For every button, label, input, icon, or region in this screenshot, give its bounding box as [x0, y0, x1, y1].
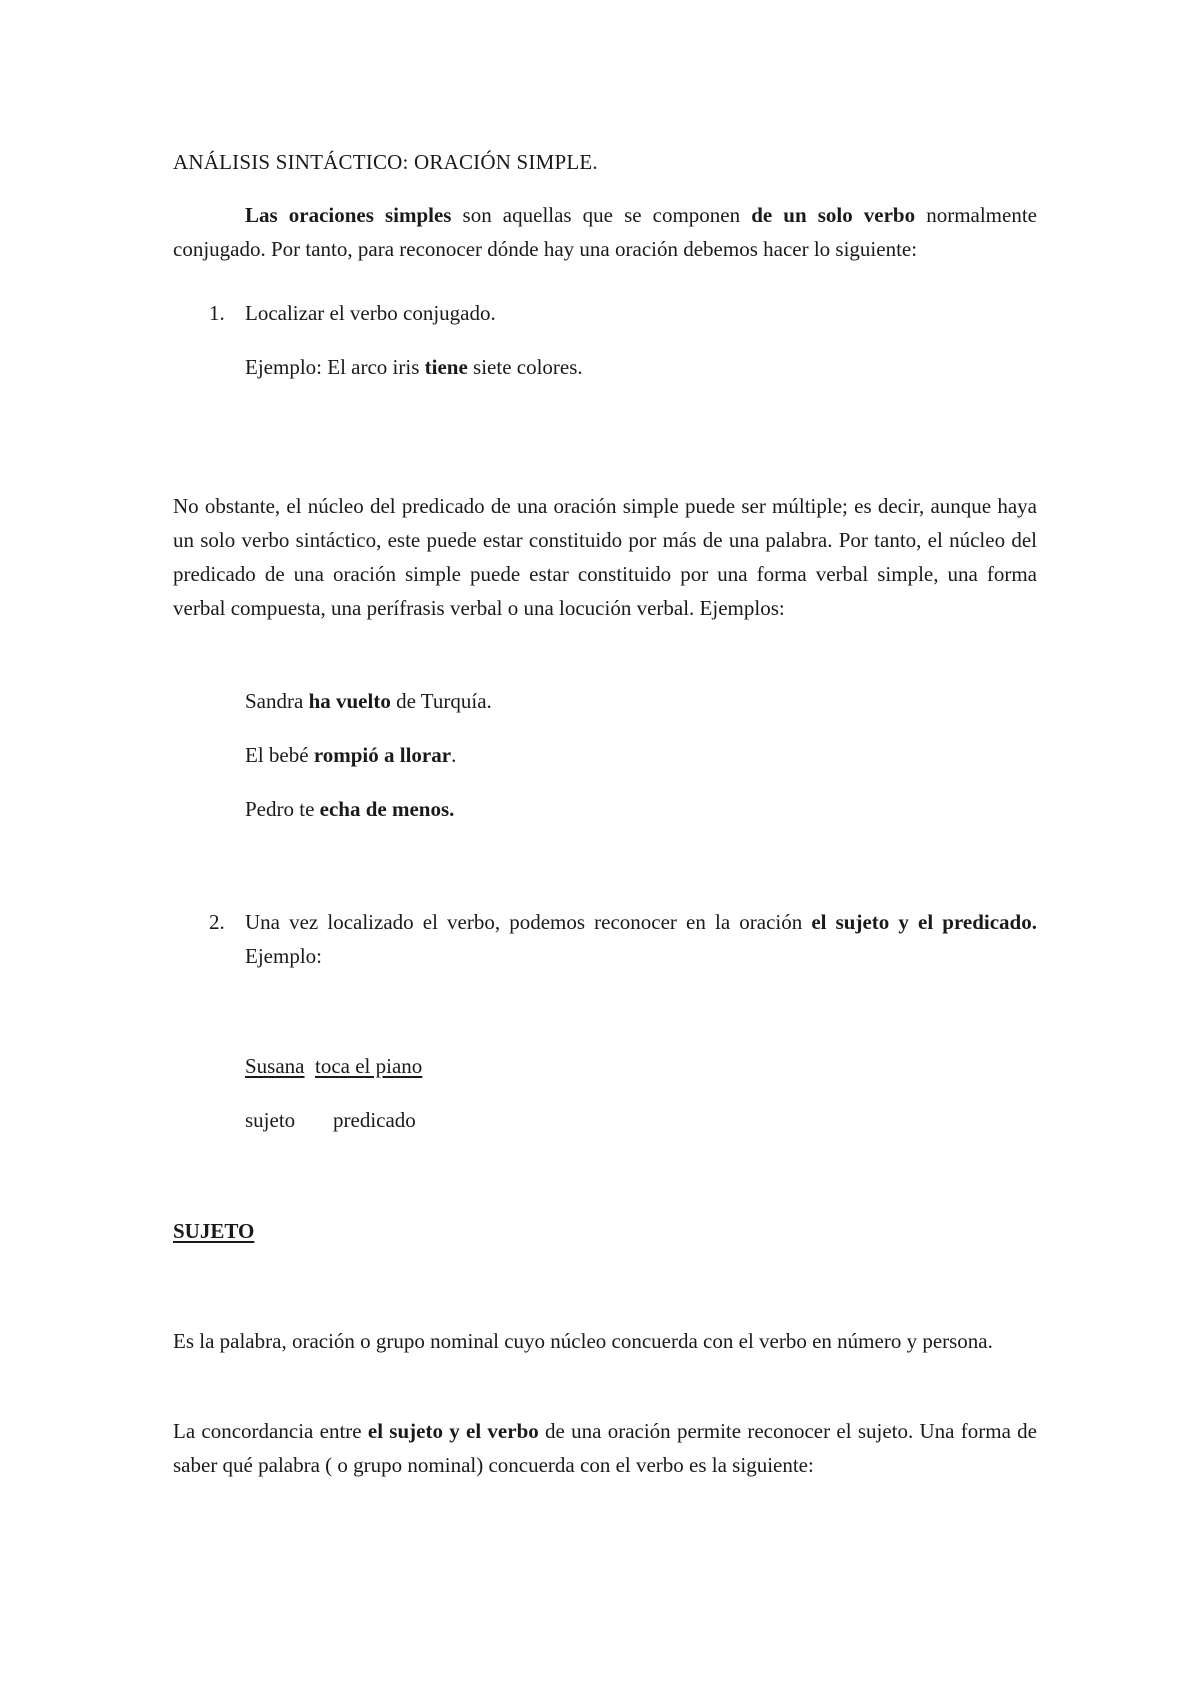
- example-verb: ha vuelto: [308, 689, 391, 713]
- subject-label: sujeto: [245, 1108, 296, 1132]
- example-text-1: Pedro te: [245, 797, 320, 821]
- predicate-label: predicado: [333, 1108, 416, 1132]
- example-verb: tiene: [424, 355, 468, 379]
- predicate-text: toca el piano: [315, 1054, 423, 1078]
- item2-bold: el sujeto y el predicado.: [811, 910, 1037, 934]
- intro-bold-2: de un solo verbo: [751, 203, 916, 227]
- example-text-1: Sandra: [245, 689, 309, 713]
- paragraph-sujeto: Es la palabra, oración o grupo nominal cuyo núcleo concuerda con el verbo en número y persona.: [173, 1329, 993, 1353]
- paragraph-concordancia: [173, 1414, 1037, 1482]
- example-sentence: [245, 738, 456, 772]
- concordancia-text-2: de una oración permite reconocer el sujeto. Una forma de saber qué palabra ( o grupo nominal) concuerda con el verbo es la siguiente:: [173, 1419, 1037, 1477]
- example-text-1: Ejemplo: El arco iris: [245, 355, 425, 379]
- example-sentence: [245, 684, 492, 718]
- example-verb: rompió a llorar: [313, 743, 452, 767]
- list-item-text: Localizar el verbo conjugado.: [245, 301, 496, 325]
- item2-text-2: Ejemplo:: [245, 944, 322, 968]
- example-text-2: de Turquía.: [390, 689, 492, 713]
- example-text-1: El bebé: [245, 743, 314, 767]
- list-item-text: [245, 905, 1037, 973]
- list-item-1: [173, 296, 1037, 330]
- section-heading-sujeto: SUJETO: [173, 1219, 255, 1243]
- subject-text: Susana: [245, 1054, 305, 1078]
- intro-bold-1: Las oraciones simples: [245, 203, 452, 227]
- list-number: 2.: [209, 910, 225, 934]
- list-item-2: [173, 905, 1037, 973]
- example-labels: [245, 1103, 416, 1137]
- example-sentence: [245, 350, 583, 384]
- example-verb: echa de menos.: [319, 797, 455, 821]
- intro-paragraph: [173, 198, 1037, 266]
- item2-text-1: Una vez localizado el verbo, podemos reconocer en la oración: [245, 910, 812, 934]
- example-sentence: [245, 792, 454, 826]
- concordancia-text-1: La concordancia entre: [173, 1419, 368, 1443]
- example-text-2: siete colores.: [467, 355, 583, 379]
- document-title: ANÁLISIS SINTÁCTICO: ORACIÓN SIMPLE.: [173, 150, 598, 174]
- concordancia-bold: el sujeto y el verbo: [367, 1419, 539, 1443]
- paragraph-nucleo: No obstante, el núcleo del predicado de una oración simple puede ser múltiple; es decir, aunque haya un solo verbo sintáctico, este puede estar constituido por más de una palabra. Por tanto, el núcleo del predicado de una oración simple puede estar constituido por una forma verbal simple, una forma verbal compuesta, una perífrasis verbal o una locución verbal. Ejemplos:: [173, 494, 1037, 620]
- intro-text-1: son aquellas que se componen: [451, 203, 752, 227]
- intro-text-2: normalmente conjugado. Por tanto, para reconocer dónde hay una oración debemos hacer lo siguiente:: [173, 203, 1037, 261]
- list-number: 1.: [209, 301, 225, 325]
- example-subject-predicate: [245, 1049, 422, 1083]
- example-text-2: .: [451, 743, 457, 767]
